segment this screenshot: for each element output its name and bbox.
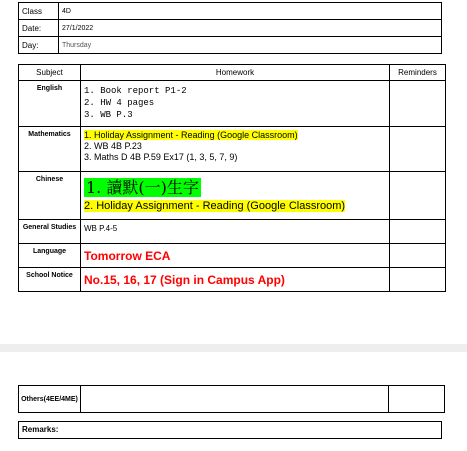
subject-others: Others(4EE/4ME) xyxy=(19,386,81,413)
list-item: Tomorrow ECA xyxy=(84,248,171,263)
list-item: No.15, 16, 17 (Sign in Campus App) xyxy=(84,272,285,287)
subject-school-notice: School Notice xyxy=(19,268,81,292)
table-row xyxy=(19,268,446,292)
subject-mathematics: Mathematics xyxy=(19,127,81,172)
list-item: 1. Holiday Assignment - Reading (Google Classroom) xyxy=(84,130,298,140)
list-item: 1. 讀默(一)生字 xyxy=(86,178,199,197)
table-row xyxy=(19,127,446,172)
list-item: 2. Holiday Assignment - Reading (Google Classroom) xyxy=(84,200,346,212)
reminder-cell xyxy=(390,244,446,268)
list-item: WB P.4-5 xyxy=(84,224,118,233)
homework-others xyxy=(81,386,389,413)
list-item: 3. WB P.3 xyxy=(84,110,133,120)
homework-english xyxy=(81,81,390,127)
list-item: 3. Maths D 4B P.59 Ex17 (1, 3, 5, 7, 9) xyxy=(84,152,238,162)
class-value: 4D xyxy=(59,3,442,20)
table-row xyxy=(19,172,446,220)
subject-language: Language xyxy=(19,244,81,268)
page-separator xyxy=(0,344,467,352)
table-row xyxy=(19,386,445,413)
reminder-cell xyxy=(390,172,446,220)
homework-language xyxy=(81,244,390,268)
homework-general-studies xyxy=(81,220,390,244)
list-item: 2. HW 4 pages xyxy=(84,98,155,108)
subject-chinese: Chinese xyxy=(19,172,81,220)
date-label: Date: xyxy=(19,20,59,37)
date-value: 27/1/2022 xyxy=(59,20,442,37)
homework-table xyxy=(18,64,446,292)
others-table xyxy=(18,385,445,413)
reminder-cell xyxy=(390,220,446,244)
list-item: 2. WB 4B P.23 xyxy=(84,141,142,151)
class-info-table xyxy=(18,2,442,54)
subject-general-studies: General Studies xyxy=(19,220,81,244)
day-label: Day: xyxy=(19,37,59,54)
homework-header: Homework xyxy=(81,65,390,81)
reminder-cell xyxy=(390,268,446,292)
homework-mathematics xyxy=(81,127,390,172)
class-label: Class xyxy=(19,3,59,20)
subject-english: English xyxy=(19,81,81,127)
day-value: Thursday xyxy=(59,37,442,54)
remarks-label: Remarks: xyxy=(18,421,442,439)
subject-header: Subject xyxy=(19,65,81,81)
reminder-cell xyxy=(389,386,445,413)
reminder-cell xyxy=(390,127,446,172)
table-row xyxy=(19,220,446,244)
table-row xyxy=(19,244,446,268)
homework-chinese xyxy=(81,172,390,220)
reminder-cell xyxy=(390,81,446,127)
table-row xyxy=(19,81,446,127)
list-item: 1. Book report P1-2 xyxy=(84,86,187,96)
reminders-header: Reminders xyxy=(390,65,446,81)
homework-school-notice xyxy=(81,268,390,292)
